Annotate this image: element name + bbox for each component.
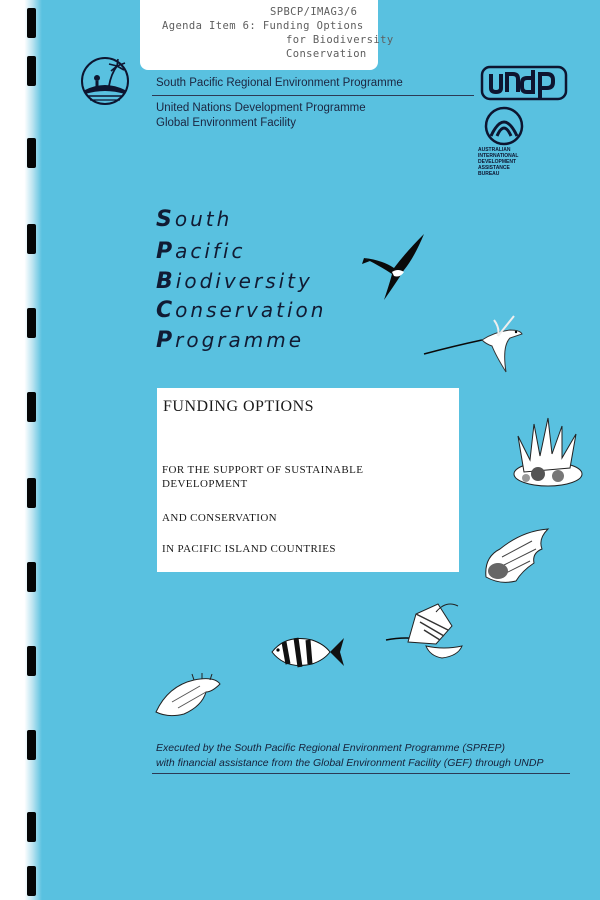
- binding-ring: [27, 646, 36, 676]
- ausaid-logo: [483, 106, 525, 146]
- conch-shell-icon: [154, 672, 224, 718]
- report-line-1: FOR THE SUPPORT OF SUSTAINABLE: [162, 464, 364, 476]
- gef-name: Global Environment Facility: [156, 117, 296, 129]
- binding-ring: [27, 562, 36, 592]
- title-initial: B: [156, 269, 176, 294]
- coral-icon: [508, 416, 588, 488]
- island-palm-logo: [77, 56, 135, 106]
- sprep-name: South Pacific Regional Environment Programme: [156, 77, 403, 89]
- frigatebird-icon: [362, 232, 432, 306]
- header-rule: [152, 95, 474, 96]
- stamp-subject-2: Conservation: [286, 48, 367, 60]
- ausaid-line: INTERNATIONAL: [478, 153, 519, 159]
- ausaid-text: [478, 147, 558, 177]
- title-rest: iodiversity: [175, 269, 313, 293]
- binding-ring: [27, 866, 36, 896]
- title-rest: onservation: [175, 298, 327, 322]
- ausaid-line: BUREAU: [478, 171, 500, 177]
- sailing-ship-icon: [386, 600, 470, 662]
- title-initial: P: [156, 239, 176, 264]
- document-stamp: [140, 0, 394, 70]
- report-line-4: IN PACIFIC ISLAND COUNTRIES: [162, 543, 336, 555]
- report-title-panel: [157, 388, 459, 572]
- title-rest: acific: [175, 239, 246, 263]
- binding-ring: [27, 730, 36, 760]
- credit-line-1: Executed by the South Pacific Regional Environment Programme (SPREP): [156, 742, 505, 754]
- spiral-binding: [0, 0, 42, 900]
- binding-ring: [27, 138, 36, 168]
- footer-rule: [152, 773, 570, 774]
- report-line-2: DEVELOPMENT: [162, 478, 248, 490]
- binding-ring: [27, 478, 36, 508]
- title-word-biodiversity: [156, 269, 313, 294]
- fish-icon: [270, 632, 344, 672]
- stamp-subject-1: for Biodiversity: [286, 34, 394, 46]
- ausaid-line: ASSISTANCE: [478, 165, 510, 171]
- title-initial: P: [156, 328, 176, 353]
- title-initial: C: [156, 298, 176, 323]
- report-heading: FUNDING OPTIONS: [163, 398, 315, 415]
- title-word-south: [156, 207, 232, 232]
- title-word-programme: [156, 328, 304, 353]
- report-line-3: AND CONSERVATION: [162, 512, 278, 524]
- binding-ring: [27, 8, 36, 38]
- title-rest: outh: [174, 207, 233, 231]
- undp-name: United Nations Development Programme: [156, 102, 366, 114]
- binding-ring: [27, 56, 36, 86]
- title-word-pacific: [156, 239, 246, 264]
- binding-ring: [27, 308, 36, 338]
- binding-ring: [27, 392, 36, 422]
- stamp-agenda: Agenda Item 6: Funding Options: [162, 20, 364, 32]
- binding-ring: [27, 812, 36, 842]
- title-rest: rogramme: [175, 328, 305, 352]
- credit-line-2: with financial assistance from the Global Environment Facility (GEF) through UNDP: [156, 757, 544, 769]
- ausaid-line: DEVELOPMENT: [478, 159, 517, 165]
- undp-logo: [481, 66, 567, 100]
- binding-ring: [27, 224, 36, 254]
- tropicbird-icon: [424, 312, 528, 378]
- ausaid-line: AUSTRALIAN: [478, 147, 511, 153]
- title-initial: S: [156, 207, 175, 232]
- title-word-conservation: [156, 298, 326, 323]
- shell-icon: [482, 527, 554, 585]
- stamp-code: SPBCP/IMAG3/6: [270, 6, 358, 18]
